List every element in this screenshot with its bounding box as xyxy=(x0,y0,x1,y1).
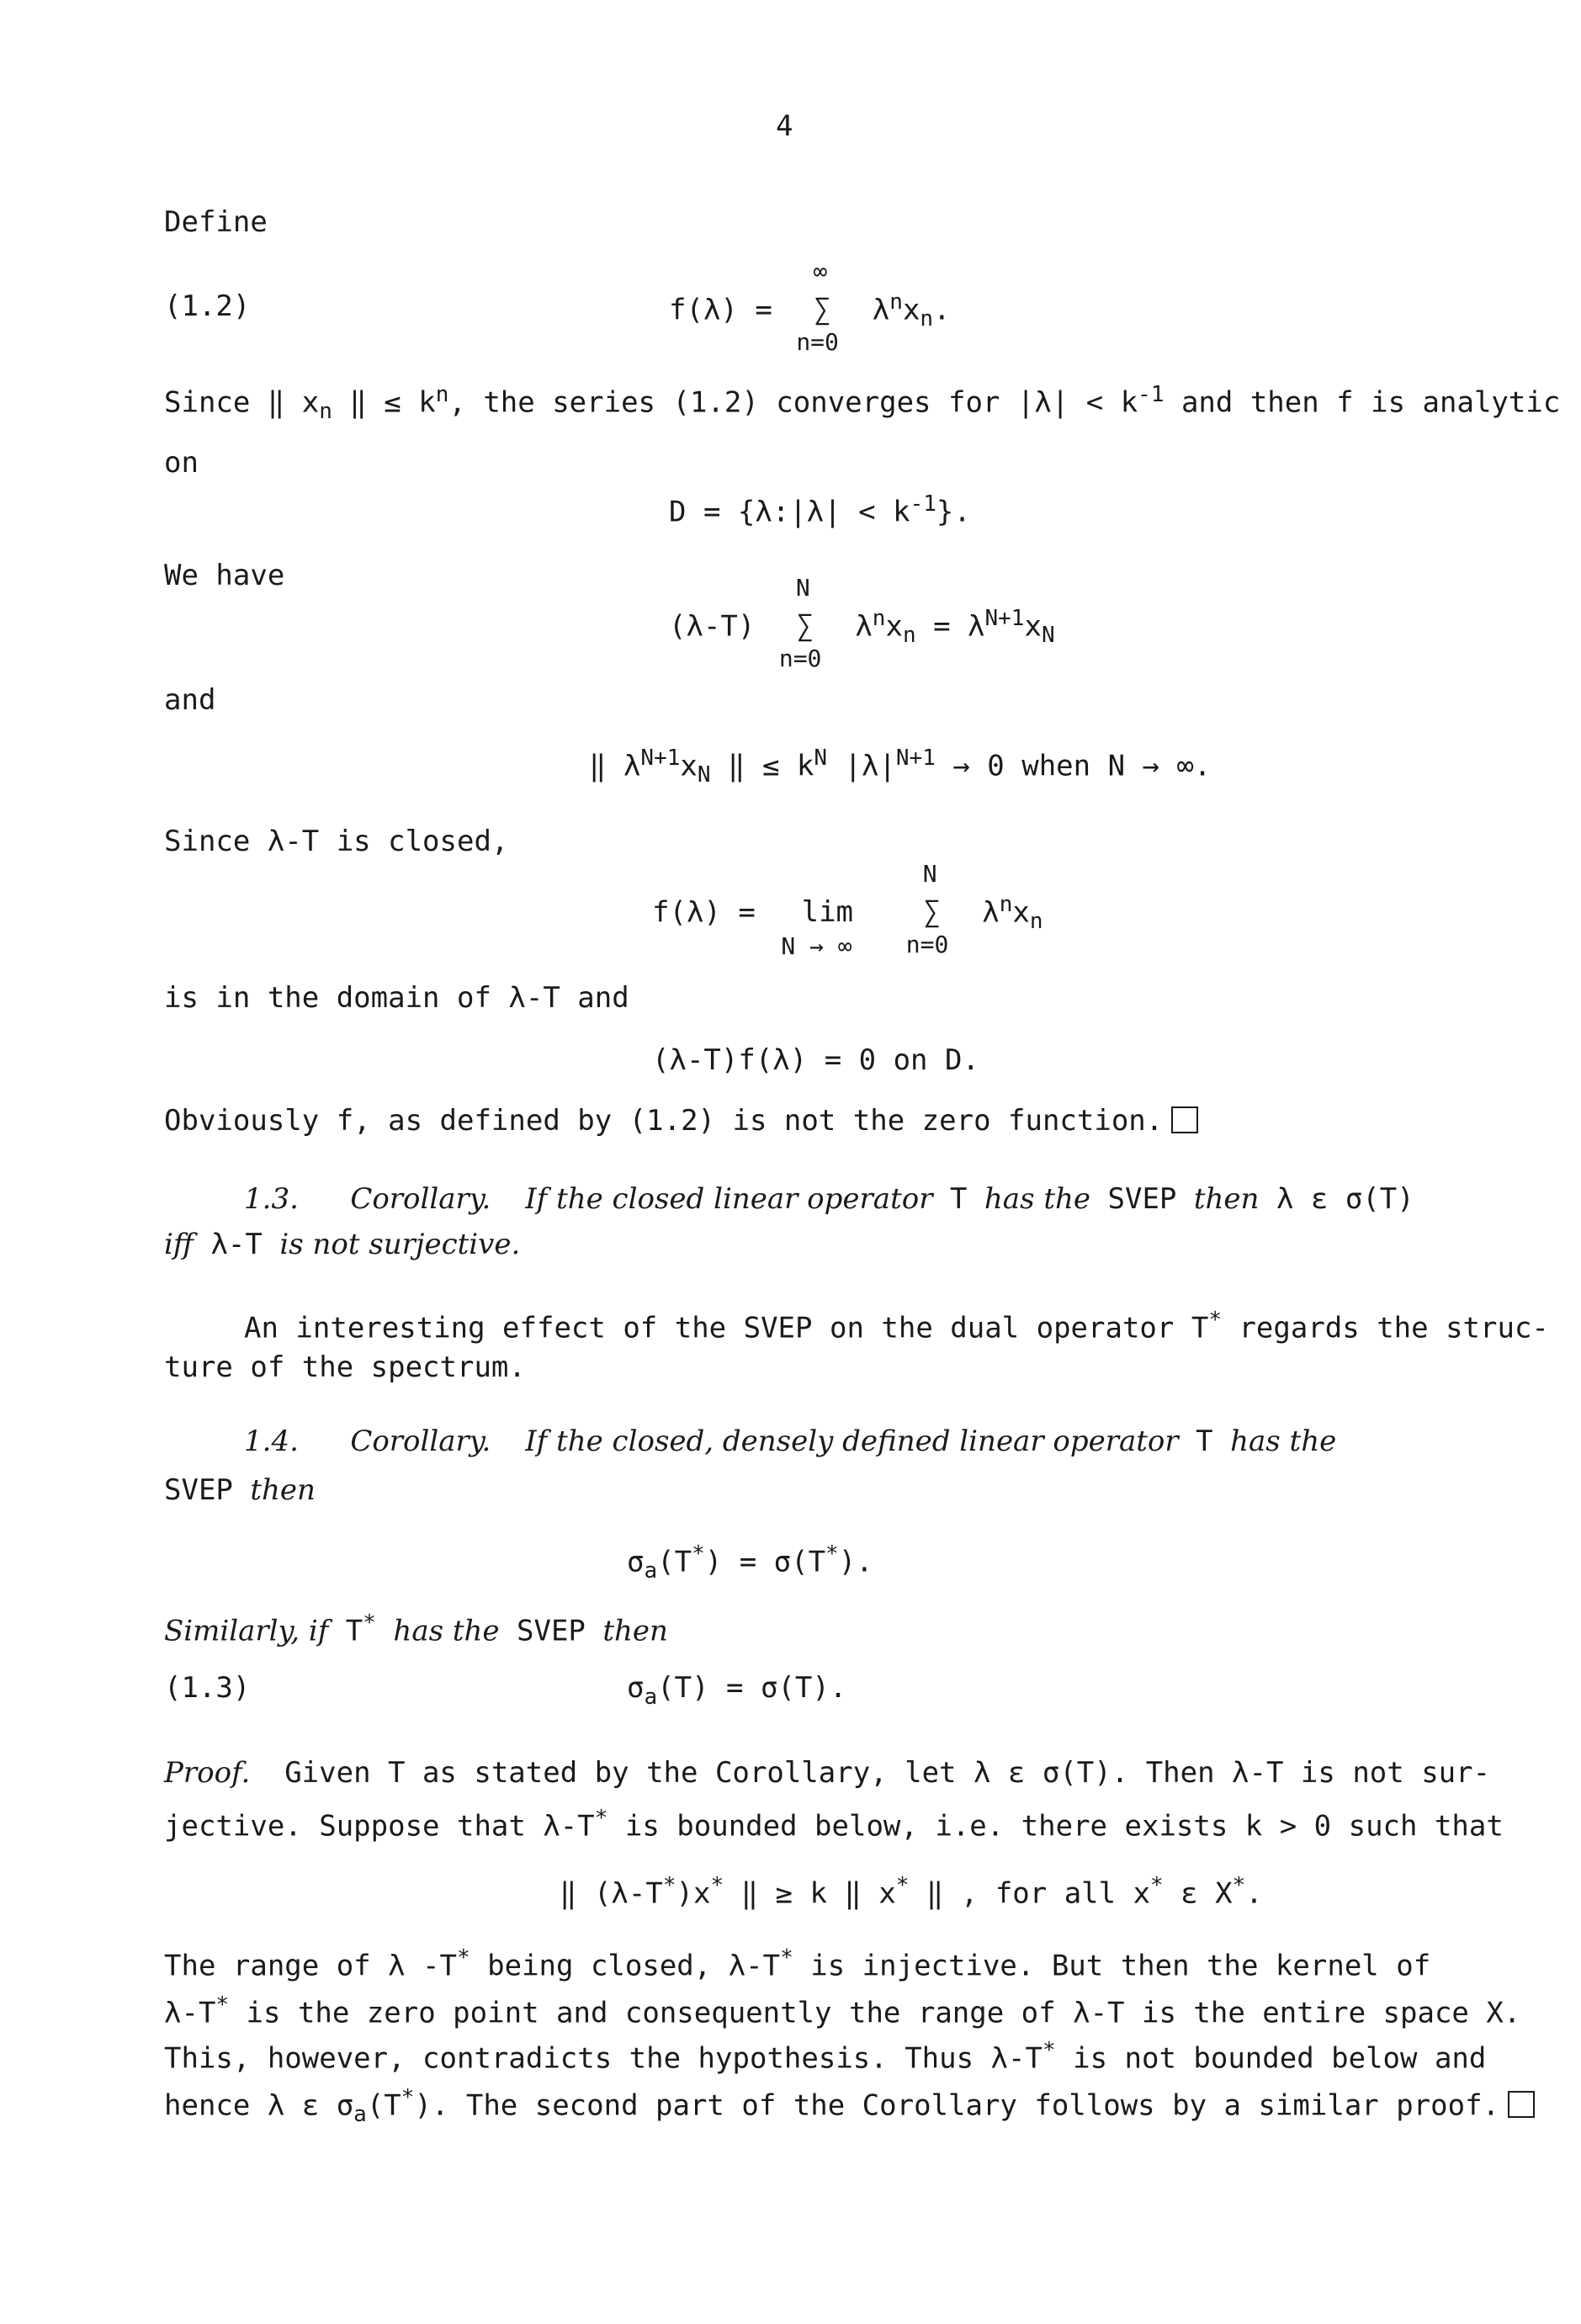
proof-line-2: jective. Suppose that λ-T* is bounded below, i.e. there exists k > 0 such that xyxy=(164,1806,1504,1844)
zero-on-d: (λ-T)f(λ) = 0 on D. xyxy=(652,1043,979,1077)
eq-sigma-a-tstar: $\sigma_a(T^*) = \sigma(T^*)$. xyxy=(627,1541,873,1584)
qed-box-2 xyxy=(1508,2091,1535,2118)
lim-sub: N → ∞ xyxy=(781,932,852,961)
eq-partial-sum: (λ-T) N ∑ n=0 $\lambda^nx_n = \lambda^{N+1}x_N$ xyxy=(669,574,1055,673)
corollary-1-4-cont: SVEP then xyxy=(164,1473,316,1507)
page-number: 4 xyxy=(776,109,793,143)
on-text: on xyxy=(164,446,199,480)
since-norm-line: Since ‖ $x_n$ ‖ ≤ $k^n$, the series (1.2) converges for $|\lambda| < k^{-1}$ and then f is analytic xyxy=(164,382,1561,425)
sum-upper: ∞ xyxy=(813,257,828,286)
sum-lower-n: n=0 xyxy=(778,645,822,673)
sum-icon: ∑ xyxy=(814,293,831,327)
sum-icon: ∑ xyxy=(796,609,814,644)
sum-icon: ∑ xyxy=(923,895,942,930)
eq-label-1-2: (1.2) xyxy=(164,289,251,323)
lim: lim xyxy=(801,895,854,930)
eq-limit: f(λ) = lim N → ∞ N ∑ n=0 $\lambda^nx_n$ xyxy=(652,860,1043,961)
sum-upper-n: N xyxy=(795,574,810,602)
obviously-text: Obviously f, as defined by (1.2) is not the zero function. xyxy=(164,1104,1198,1138)
since-closed-text: Since λ-T is closed, xyxy=(164,825,509,858)
corollary-1-4: 1.4. Corollary. If the closed, densely defined linear operator T has the xyxy=(244,1425,1337,1458)
qed-box xyxy=(1171,1106,1198,1133)
proof-inequality: ‖ (λ-T*)x* ‖ ≥ k ‖ x* ‖ , for all x* ε X*. xyxy=(560,1873,1263,1911)
norm-estimate: ‖ $\lambda^{N+1}x_N$ ‖ ≤ $k^N$ $|\lambda|^{N+1} \to 0$ when N → ∞. xyxy=(589,745,1212,788)
corollary-1-3: 1.3. Corollary. If the closed linear operator T has the SVEP then λ ε σ(T) xyxy=(244,1182,1414,1216)
corollary-1-3-cont: iff λ-T is not surjective. xyxy=(164,1228,521,1261)
proof-line-3: The range of λ -T* being closed, λ-T* is injective. But then the kernel of xyxy=(164,1945,1431,1983)
eq-1-2: f(λ) = ∞ ∑ n=0 $\lambda^nx_n$. xyxy=(669,257,951,357)
proof-line-5: This, however, contradicts the hypothesis. Thus λ-T* is not bounded below and xyxy=(164,2038,1487,2076)
sum-upper-n2: N xyxy=(922,860,937,889)
eq-label-1-3: (1.3) xyxy=(164,1671,251,1705)
eq-sigma-a-t: $\sigma_a(T) = \sigma(T)$. xyxy=(627,1671,847,1710)
define-text: Define xyxy=(164,205,268,239)
similarly-line: Similarly, if T* has the SVEP then xyxy=(164,1610,668,1648)
and-text: and xyxy=(164,683,216,717)
domain-text: is in the domain of λ-T and xyxy=(164,981,629,1015)
interesting-line-2: ture of the spectrum. xyxy=(164,1350,526,1384)
f-lambda: f(λ) = xyxy=(669,293,772,327)
interesting-line-1: An interesting effect of the SVEP on the dual operator T* regards the struc- xyxy=(244,1308,1549,1345)
proof-line-6: hence λ ε $\sigma_a(T^*)$. The second part of the Corollary follows by a similar proof. xyxy=(164,2075,1535,2137)
domain-d: D = {λ:|λ| < $k^{-1}$}. xyxy=(669,491,971,529)
lambda: λ xyxy=(872,293,890,327)
proof-line-4: λ-T* is the zero point and consequently the range of λ-T is the entire space X. xyxy=(164,1992,1521,2030)
we-have-text: We have xyxy=(164,559,285,592)
proof-line-1: Proof. Given T as stated by the Corollary, let λ ε σ(T). Then λ-T is not sur- xyxy=(164,1756,1491,1790)
sum-lower: n=0 xyxy=(796,328,839,357)
sum-lower-n2: n=0 xyxy=(905,931,949,959)
